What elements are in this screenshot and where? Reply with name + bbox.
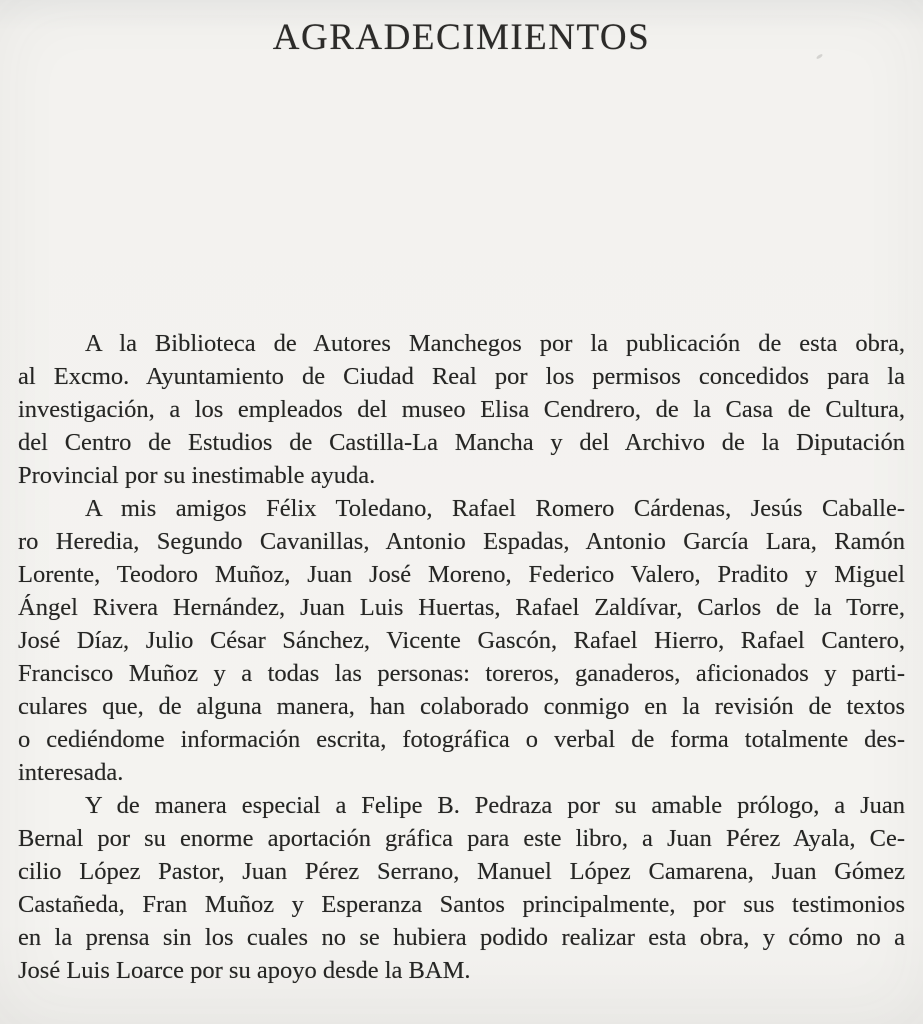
text-line: Castañeda, Fran Muñoz y Esperanza Santos principalmente, por sus testimonios [18, 891, 905, 918]
text-line: culares que, de alguna manera, han colaborado conmigo en la revisión de textos [18, 693, 905, 720]
paragraph-3 [18, 789, 905, 987]
text-line: interesada. [18, 759, 124, 786]
text-line: A mis amigos Félix Toledano, Rafael Romero Cárdenas, Jesús Caballe- [85, 495, 905, 522]
text-line: Provincial por su inestimable ayuda. [18, 462, 376, 489]
text-line: o cediéndome información escrita, fotográfica o verbal de forma totalmente des- [18, 726, 905, 753]
text-line: José Luis Loarce por su apoyo desde la BAM. [18, 957, 471, 984]
text-line: del Centro de Estudios de Castilla-La Mancha y del Archivo de la Diputación [18, 429, 905, 456]
text-line: Francisco Muñoz y a todas las personas: toreros, ganaderos, aficionados y parti- [18, 660, 905, 687]
paragraph-2 [18, 492, 905, 789]
text-line: José Díaz, Julio César Sánchez, Vicente Gascón, Rafael Hierro, Rafael Cantero, [18, 627, 905, 654]
acknowledgments-body [18, 327, 905, 987]
text-line: investigación, a los empleados del museo Elisa Cendrero, de la Casa de Cultura, [18, 396, 905, 423]
text-line: Ángel Rivera Hernández, Juan Luis Huertas, Rafael Zaldívar, Carlos de la Torre, [18, 594, 905, 621]
text-line: cilio López Pastor, Juan Pérez Serrano, Manuel López Camarena, Juan Gómez [18, 858, 905, 885]
text-line: Y de manera especial a Felipe B. Pedraza por su amable prólogo, a Juan [85, 792, 905, 819]
text-line: ro Heredia, Segundo Cavanillas, Antonio Espadas, Antonio García Lara, Ramón [18, 528, 905, 555]
text-line: en la prensa sin los cuales no se hubiera podido realizar esta obra, y cómo no a [18, 924, 905, 951]
text-line: Bernal por su enorme aportación gráfica para este libro, a Juan Pérez Ayala, Ce- [18, 825, 905, 852]
text-line: A la Biblioteca de Autores Manchegos por la publicación de esta obra, [85, 330, 905, 357]
text-line: al Excmo. Ayuntamiento de Ciudad Real por los permisos concedidos para la [18, 363, 905, 390]
paragraph-1 [18, 327, 905, 492]
page-title: AGRADECIMIENTOS [272, 17, 651, 58]
text-line: Lorente, Teodoro Muñoz, Juan José Moreno, Federico Valero, Pradito y Miguel [18, 561, 905, 588]
